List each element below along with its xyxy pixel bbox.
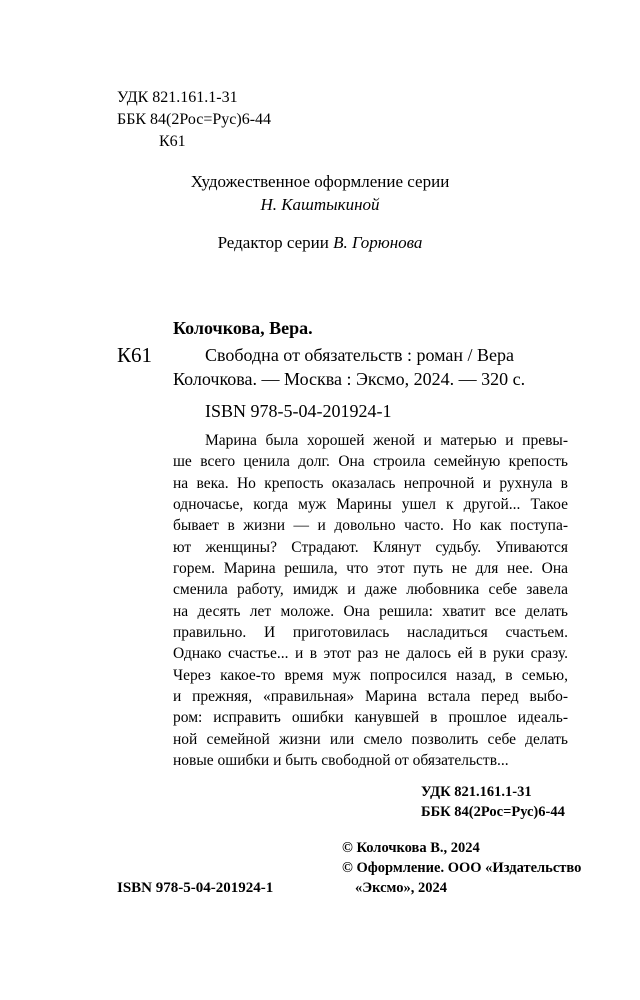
annotation-line: на века. Но крепость оказалась непрочной и рухнула в	[173, 475, 568, 492]
annotation-line: правильно. И приготовилась насладиться счастьем.	[173, 624, 568, 641]
catalog-description-line1: Свободна от обязательств : роман / Вера	[205, 345, 514, 365]
bottom-udk-code: УДК 821.161.1-31	[421, 784, 532, 800]
annotation-line: одночасье, когда муж Марины ушел к другой... Такое	[173, 496, 568, 513]
copyright-design: © Оформление. ООО «Издательство	[342, 860, 582, 876]
annotation-line: на десять лет моложе. Она решила: хватит все делать	[173, 603, 568, 620]
annotation-line: сменила работу, имидж и даже любовника себе завела	[173, 581, 568, 598]
series-editor	[0, 233, 640, 253]
author-mark-top: К61	[159, 133, 186, 150]
bottom-bbk-code: ББК 84(2Рос=Рус)6-44	[421, 804, 565, 820]
catalog-description-line2: Колочкова. — Москва : Эксмо, 2024. — 320 с.	[173, 369, 526, 389]
bbk-code: ББК 84(2Рос=Рус)6-44	[117, 111, 272, 128]
annotation-line: и прежняя, «правильная» Марина встала перед выбо-	[173, 688, 568, 705]
copyright-publisher: «Эксмо», 2024	[355, 880, 447, 896]
annotation-line: горем. Марина решила, что этот путь не для нее. Она	[173, 560, 568, 577]
annotation-line: ше всего ценила долг. Она строила семейную крепость	[173, 453, 568, 470]
copyright-author: © Колочкова В., 2024	[342, 840, 480, 856]
series-design-name: Н. Каштыкиной	[260, 195, 380, 214]
bottom-isbn: ISBN 978-5-04-201924-1	[117, 880, 274, 896]
series-design-label: Художественное оформление серии	[190, 172, 450, 191]
annotation-line: ют женщины? Страдают. Клянут судьбу. Упиваются	[173, 539, 568, 556]
annotation-line: Марина была хорошей женой и матерью и превы-	[205, 432, 568, 449]
annotation-line: ром: исправить ошибки канувшей в прошлое идеаль-	[173, 709, 568, 726]
annotation-line: новые ошибки и быть свободной от обязательств...	[173, 752, 509, 769]
annotation-line: Однако счастье... и в этот раз не далось ей в руки сразу.	[173, 645, 568, 662]
udk-code: УДК 821.161.1-31	[117, 89, 238, 106]
author-mark: К61	[117, 343, 153, 367]
catalog-isbn: ISBN 978-5-04-201924-1	[205, 401, 392, 421]
series-editor-label: Редактор серии	[217, 233, 329, 252]
author-heading: Колочкова, Вера.	[173, 318, 313, 338]
series-editor-name: В. Горюнова	[333, 233, 423, 252]
annotation-line: ной семейной жизни или смело позволить себе делать	[173, 731, 568, 748]
annotation-line: Через какое-то время муж попросился назад, в семью,	[173, 667, 568, 684]
annotation-line: бывает в жизни — и довольно часто. Но как поступа-	[173, 517, 568, 534]
